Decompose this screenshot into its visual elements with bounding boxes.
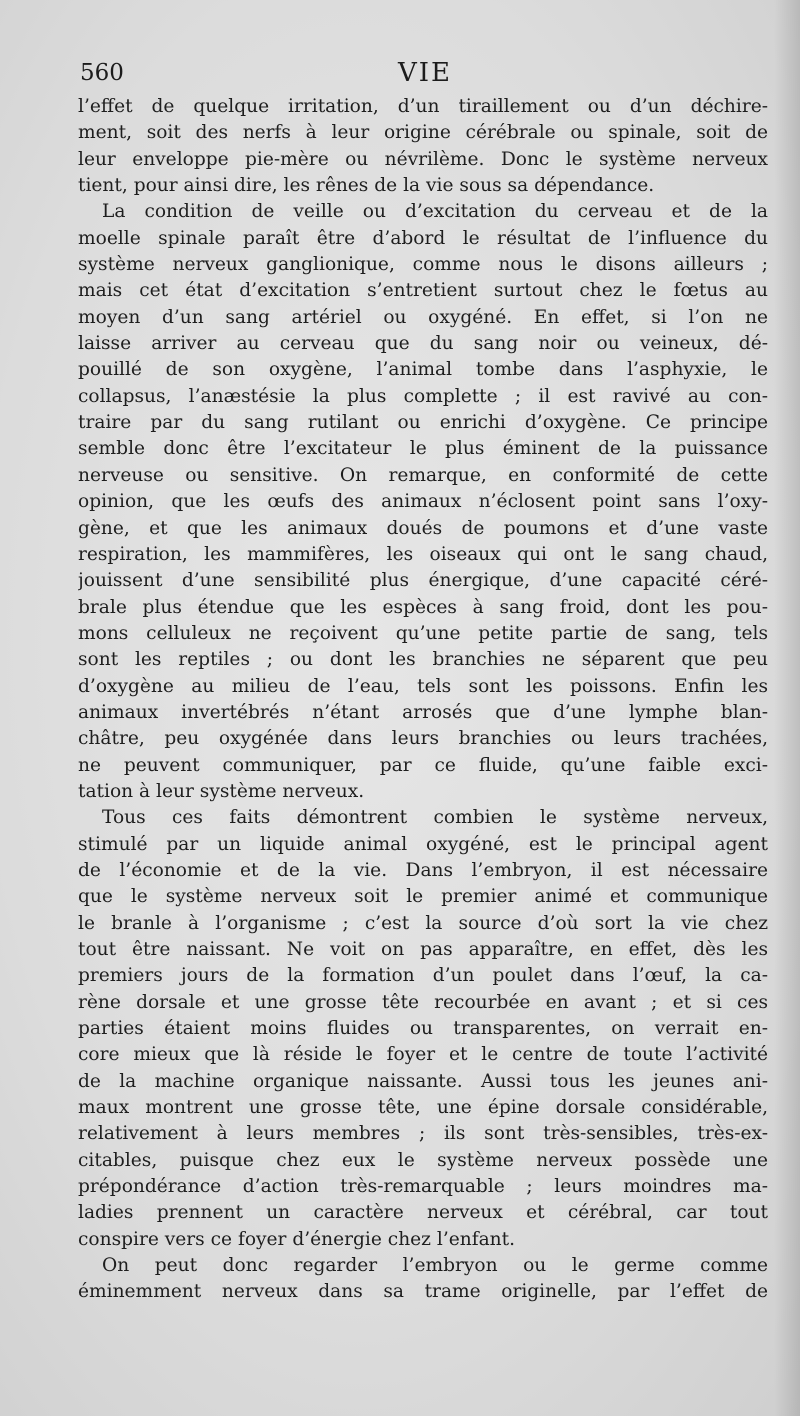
text-line: stimulé par un liquide animal oxygéné, est le principal agent xyxy=(78,833,768,855)
page-number: 560 xyxy=(80,60,124,86)
text-line: système nerveux ganglionique, comme nous le disons ailleurs ; xyxy=(78,254,768,276)
body-text xyxy=(78,94,768,1306)
text-line: de la machine organique naissante. Aussi tous les jeunes ani- xyxy=(78,1070,768,1092)
page-header xyxy=(80,58,770,92)
text-line: semble donc être l’excitateur le plus éminent de la puissance xyxy=(78,438,768,460)
text-line: animaux invertébrés n’étant arrosés que d’une lymphe blan- xyxy=(78,701,768,723)
text-line: tation à leur système nerveux. xyxy=(78,780,365,802)
text-line: sont les reptiles ; ou dont les branchies ne séparent que peu xyxy=(78,649,768,671)
text-line: premiers jours de la formation d’un poulet dans l’œuf, la ca- xyxy=(78,965,768,987)
text-line: relativement à leurs membres ; ils sont très-sensibles, très-ex- xyxy=(78,1123,768,1145)
text-line: tient, pour ainsi dire, les rênes de la vie sous sa dépendance. xyxy=(78,175,655,197)
text-line: core mieux que là réside le foyer et le centre de toute l’activité xyxy=(78,1044,768,1066)
text-line: conspire vers ce foyer d’énergie chez l’enfant. xyxy=(78,1228,516,1250)
text-line: tout être naissant. Ne voit on pas apparaître, en effet, dès les xyxy=(78,939,768,960)
text-line: l’effet de quelque irritation, d’un tiraillement ou d’un déchire- xyxy=(78,96,768,117)
text-line: rène dorsale et une grosse tête recourbée en avant ; et si ces xyxy=(78,991,768,1013)
text-line: moyen d’un sang artériel ou oxygéné. En effet, si l’on ne xyxy=(78,306,768,328)
text-line: traire par du sang rutilant ou enrichi d’oxygène. Ce principe xyxy=(78,412,768,434)
text-line: le branle à l’organisme ; c’est la source d’où sort la vie chez xyxy=(78,912,768,934)
text-line: ladies prennent un caractère nerveux et cérébral, car tout xyxy=(78,1202,768,1224)
text-line: respiration, les mammifères, les oiseaux qui ont le sang chaud, xyxy=(78,543,768,565)
text-line: leur enveloppe pie-mère ou névrilème. Donc le système nerveux xyxy=(78,148,768,170)
text-line: collapsus, l’anæstésie la plus complette ; il est ravivé au con- xyxy=(78,385,768,407)
text-line: châtre, peu oxygénée dans leurs branchies ou leurs trachées, xyxy=(78,728,768,750)
text-line: maux montrent une grosse tête, une épine dorsale considérable, xyxy=(78,1097,768,1119)
text-line: opinion, que les œufs des animaux n’éclosent point sans l’oxy- xyxy=(78,491,768,513)
text-line: Tous ces faits démontrent combien le système nerveux, xyxy=(102,807,768,829)
text-line: d’oxygène au milieu de l’eau, tels sont les poissons. Enfin les xyxy=(78,675,768,697)
running-head: VIE xyxy=(397,58,453,88)
text-line: mons celluleux ne reçoivent qu’une petite partie de sang, tels xyxy=(78,622,768,644)
text-line: brale plus étendue que les espèces à sang froid, dont les pou- xyxy=(78,596,768,618)
page-edge-shadow xyxy=(774,0,800,1416)
text-line: citables, puisque chez eux le système nerveux possède une xyxy=(78,1149,768,1171)
text-line: gène, et que les animaux doués de poumons et d’une vaste xyxy=(78,517,768,539)
text-line: On peut donc regarder l’embryon ou le germe comme xyxy=(102,1255,768,1277)
text-line: La condition de veille ou d’excitation du cerveau et de la xyxy=(102,201,768,223)
text-line: nerveuse ou sensitive. On remarque, en conformité de cette xyxy=(78,464,768,486)
text-line: parties étaient moins fluides ou transparentes, on verrait en- xyxy=(78,1018,768,1040)
text-line: laisse arriver au cerveau que du sang noir ou veineux, dé- xyxy=(78,333,768,355)
text-line: ne peuvent communiquer, par ce fluide, qu’une faible exci- xyxy=(78,754,768,776)
text-line: éminemment nerveux dans sa trame originelle, par l’effet de xyxy=(78,1281,768,1303)
text-line: que le système nerveux soit le premier animé et communique xyxy=(78,886,768,908)
text-line: mais cet état d’excitation s’entretient surtout chez le fœtus au xyxy=(78,280,768,302)
text-line: ment, soit des nerfs à leur origine cérébrale ou spinale, soit de xyxy=(78,122,768,144)
text-line: pouillé de son oxygène, l’animal tombe dans l’asphyxie, le xyxy=(78,359,768,381)
text-line: prépondérance d’action très-remarquable ; leurs moindres ma- xyxy=(78,1176,768,1198)
text-line: de l’économie et de la vie. Dans l’embryon, il est nécessaire xyxy=(78,859,768,881)
text-line: moelle spinale paraît être d’abord le résultat de l’influence du xyxy=(78,227,768,249)
text-line: jouissent d’une sensibilité plus énergique, d’une capacité céré- xyxy=(78,570,768,592)
